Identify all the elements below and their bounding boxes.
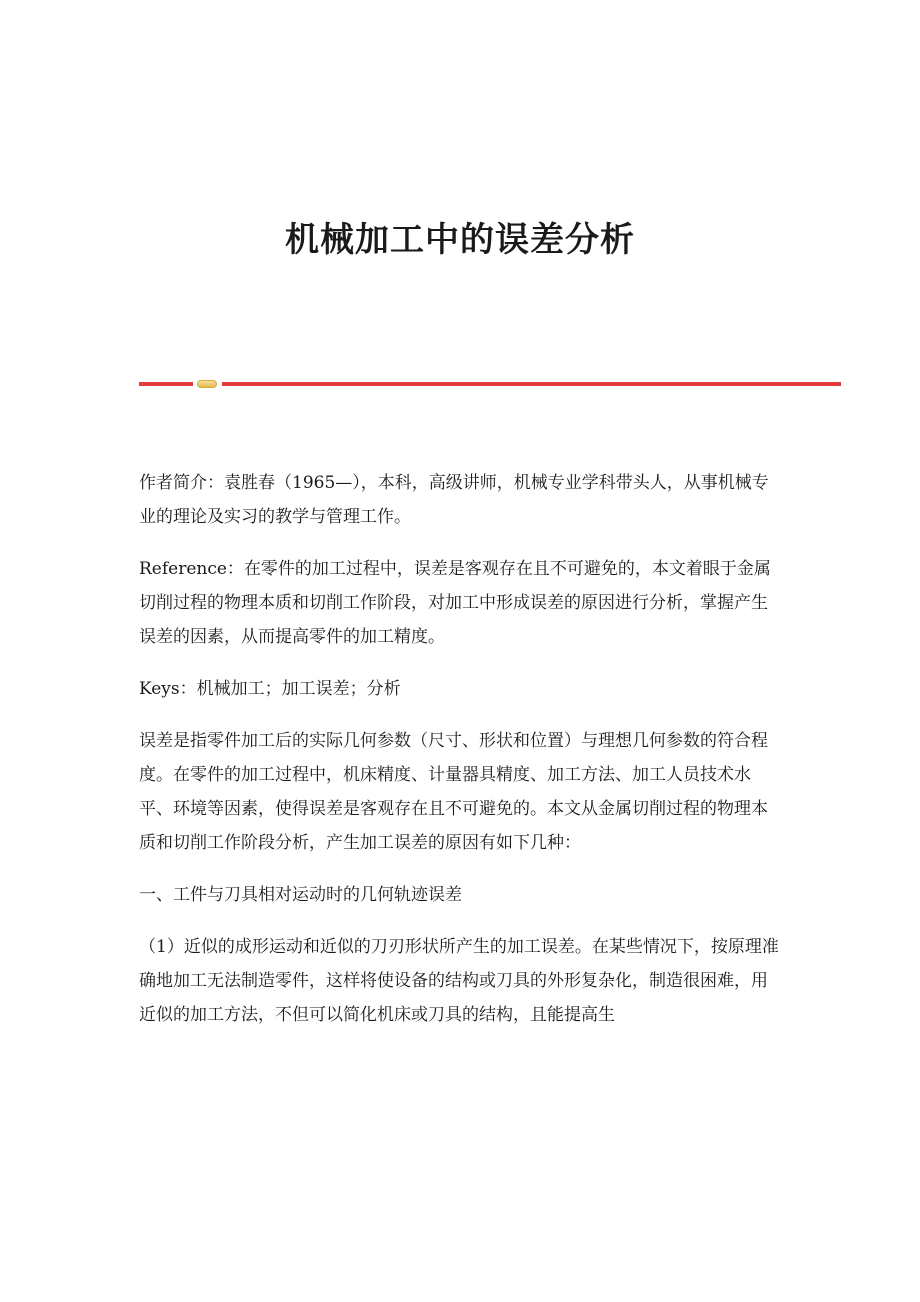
keys-text: 机械加工；加工误差；分析 — [196, 679, 401, 699]
title-divider — [139, 378, 841, 390]
document-title: 机械加工中的误差分析 — [285, 220, 635, 260]
document-body — [139, 466, 784, 1050]
author-text: 袁胜春（1965—），本科，高级讲师，机械专业学科带头人，从事机械专业的理论及实习的教学与管理工作。 — [139, 473, 769, 527]
author-label: 作者简介： — [139, 473, 224, 493]
divider-ornament-icon — [197, 380, 217, 388]
author-paragraph — [139, 466, 784, 534]
reference-paragraph — [139, 552, 784, 654]
reference-label: Reference： — [139, 559, 244, 579]
divider-line-left — [139, 382, 193, 386]
reference-text: 在零件的加工过程中，误差是客观存在且不可避免的，本文着眼于金属切削过程的物理本质和切削工作阶段，对加工中形成误差的原因进行分析，掌握产生误差的因素，从而提高零件的加工精度。 — [139, 559, 771, 647]
keys-paragraph — [139, 672, 784, 706]
intro-paragraph: 误差是指零件加工后的实际几何参数（尺寸、形状和位置）与理想几何参数的符合程度。在零件的加工过程中，机床精度、计量器具精度、加工方法、加工人员技术水平、环境等因素，使得误差是客观存在且不可避免的。本文从金属切削过程的物理本质和切削工作阶段分析，产生加工误差的原因有如下几种： — [139, 731, 768, 853]
section1-heading: 一、工件与刀具相对运动时的几何轨迹误差 — [139, 885, 462, 905]
keys-label: Keys： — [139, 679, 197, 699]
divider-line-right — [222, 382, 841, 386]
section1-item1: （1）近似的成形运动和近似的刀刃形状所产生的加工误差。在某些情况下，按原理准确地加工无法制造零件，这样将使设备的结构或刀具的外形复杂化，制造很困难，用近似的加工方法，不但可以简化机床或刀具的结构，且能提高生 — [139, 937, 779, 1025]
